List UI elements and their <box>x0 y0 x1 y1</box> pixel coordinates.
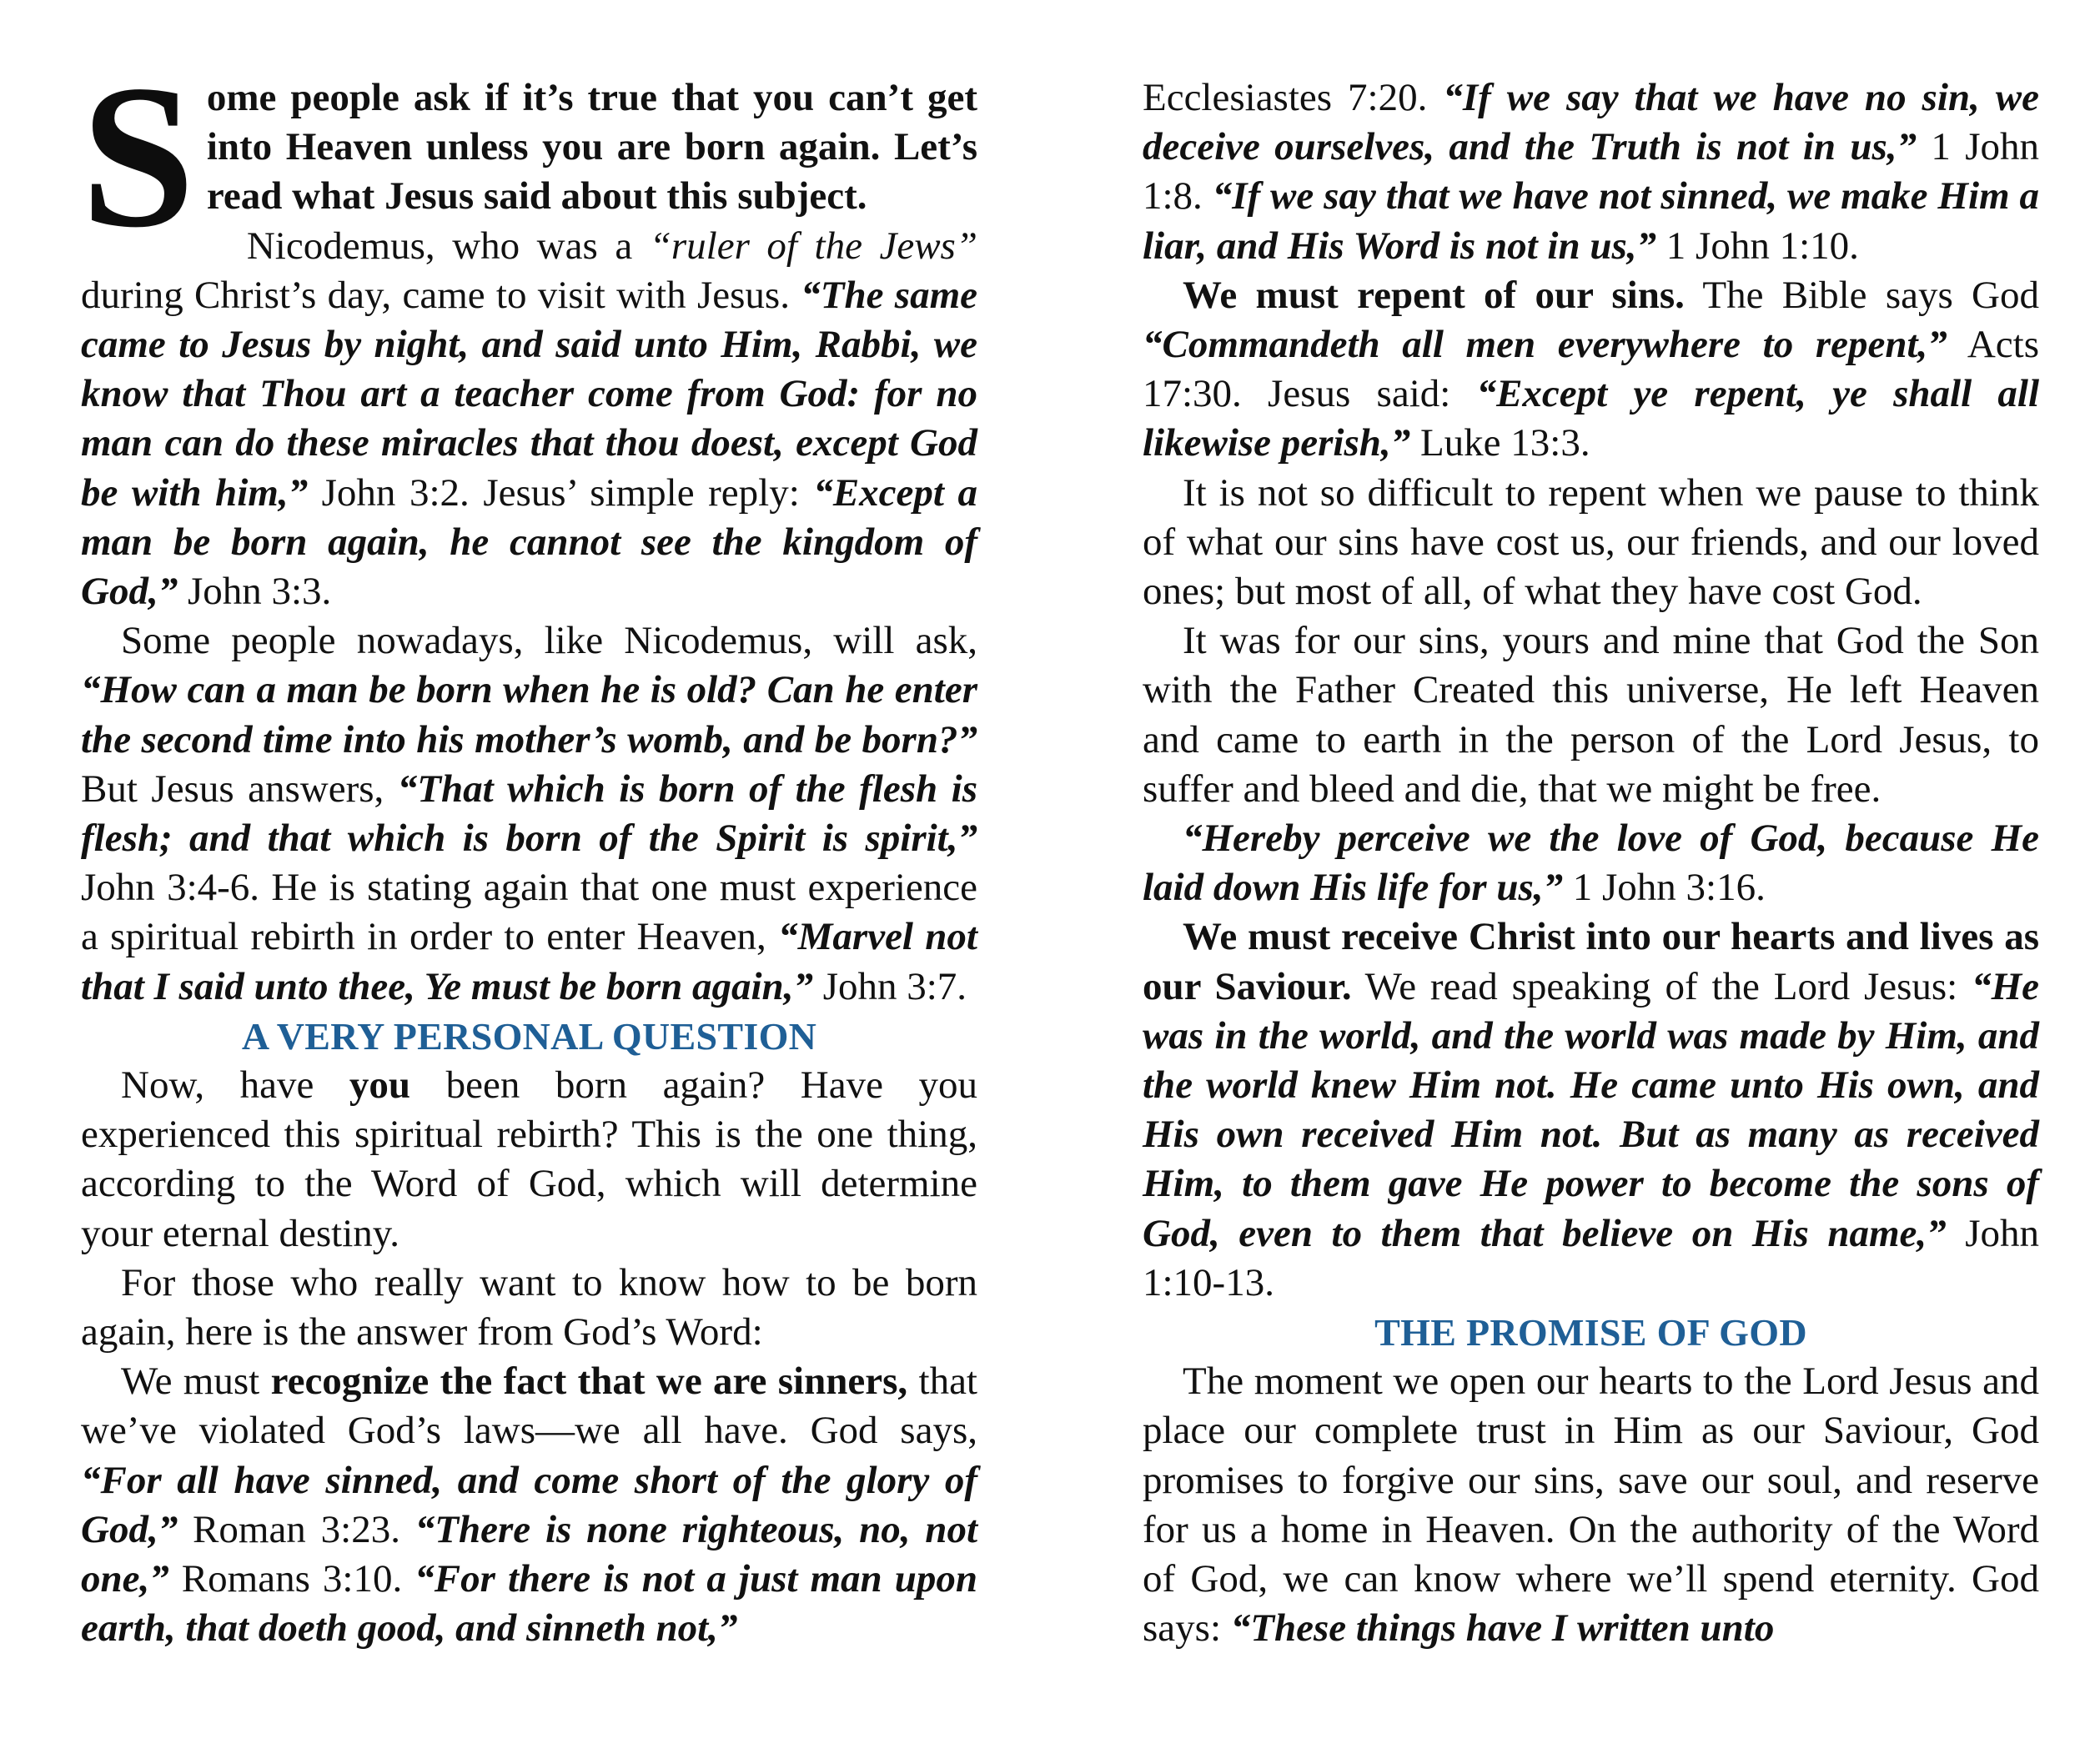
quote: “ruler of the Jews” <box>649 224 977 268</box>
emphasis: We must repent of our sins. <box>1183 273 1685 317</box>
scripture-quote: “If we say that we have not sinned, we make Him a liar, and His Word is not in us,” <box>1143 174 2039 268</box>
text: John 3:3. <box>178 570 332 614</box>
paragraph-born-again-question <box>81 1061 977 1259</box>
emphasis: you <box>349 1063 411 1108</box>
text: Nicodemus, who was a <box>246 224 650 268</box>
text: But Jesus answers, <box>81 766 398 811</box>
text: 1 John 3:16. <box>1563 866 1766 910</box>
right-column <box>1143 73 2039 1654</box>
paragraph-ecclesiastes <box>1143 73 2039 271</box>
text: 1 John 1:8. <box>1143 125 2039 219</box>
text: been born again? Have you experienced this spiritual rebirth? This is the one thing, according to the Word of God, which will determine your eternal destiny. <box>81 1063 977 1255</box>
text: 1 John 1:10. <box>1656 224 1859 268</box>
scripture-quote: “Commandeth all men everywhere to repent,” <box>1143 323 1947 367</box>
scripture-quote: “If we say that we have no sin, we deceive ourselves, and the Truth is not in us,” <box>1143 76 2039 169</box>
text: John 1:10-13. <box>1143 1211 2039 1304</box>
scripture-quote: “There is none righteous, no, not one,” <box>81 1507 977 1601</box>
text: during Christ’s day, came to visit with Jesus. <box>81 273 801 317</box>
emphasis: recognize the fact that we are sinners, <box>270 1359 908 1404</box>
paragraph-nicodemus <box>81 222 977 617</box>
scripture-quote: “That which is born of the flesh is flesh; and that which is born of the Spirit is spirit,” <box>81 766 977 861</box>
text: Roman 3:23. <box>178 1507 415 1551</box>
paragraph-hereby-perceive <box>1143 814 2039 912</box>
section-heading-promise-of-god: THE PROMISE OF GOD <box>1374 1311 1807 1354</box>
text: The Bible says God <box>1684 273 2039 317</box>
scripture-quote: “Hereby perceive we the love of God, because He laid down His life for us,” <box>1143 817 2039 910</box>
text: Acts 17:30. Jesus said: <box>1143 323 2039 416</box>
text: We read speaking of the Lord Jesus: <box>1351 964 1972 1008</box>
intro-text: ome people ask if it’s true that you can’t get into Heaven unless you are born again. Let’s read what Jesus said about this subject. <box>206 76 977 219</box>
left-column <box>81 43 978 1654</box>
emphasis: We must receive Christ into our hearts and lives as our Saviour. <box>1143 915 2039 1008</box>
paragraph-moment-we-open <box>1143 1357 2039 1653</box>
scripture-quote: “He was in the world, and the world was made by Him, and the world knew Him not. He came unto His own, and His own received Him not. But as many as received Him, to them gave He power to become the sons of God, even to them that believe on His name,” <box>1143 964 2039 1255</box>
scripture-quote: “How can a man be born when he is old? Can he enter the second time into his mother’s womb, and be born?” <box>81 668 977 761</box>
scripture-quote: “Marvel not that I said unto thee, Ye must be born again,” <box>81 915 977 1008</box>
scripture-quote: “For all have sinned, and come short of the glory of God,” <box>81 1458 977 1551</box>
paragraph-for-our-sins: It was for our sins, yours and mine that God the Son with the Father Created this universe, He left Heaven and came to earth in the person of the Lord Jesus, to suffer and bleed and die, that we might be free. <box>1143 619 2039 811</box>
text: that we’ve violated God’s laws—we all have. God says, <box>81 1359 977 1453</box>
paragraph-nowadays <box>81 616 977 1012</box>
paragraph-receive-christ <box>1143 912 2039 1308</box>
scripture-quote: “The same came to Jesus by night, and said unto Him, Rabbi, we know that Thou art a teacher come from God: for no man can do these miracles that thou doest, except God be with him,” <box>81 273 978 515</box>
text: Luke 13:3. <box>1410 421 1590 465</box>
text: John 3:4-6. He is stating again that one must experience a spiritual rebirth in order to enter Heaven, <box>81 866 977 959</box>
text: The moment we open our hearts to the Lord Jesus and place our complete trust in Him as our Saviour, God promises to forgive our sins, save our soul, and reserve for us a home in Heaven. On the authority of the Word of God, we can know where we’ll spend eternity. God says: <box>1143 1359 2039 1651</box>
paragraph-not-difficult: It is not so difficult to repent when we pause to think of what our sins have cost us, our friends, and our loved ones; but most of all, of what they have cost God. <box>1143 470 2039 614</box>
text: We must <box>121 1359 271 1404</box>
text: Some people nowadays, like Nicodemus, will ask, <box>121 619 977 663</box>
text: Romans 3:10. <box>168 1557 415 1601</box>
paragraph-answer-intro: For those who really want to know how to be born again, here is the answer from God’s Word: <box>81 1260 977 1354</box>
text: John 3:7. <box>812 964 967 1008</box>
section-heading-personal-question: A VERY PERSONAL QUESTION <box>241 1014 817 1058</box>
drop-cap: S <box>81 43 195 270</box>
paragraph-repent <box>1143 271 2039 469</box>
text: John 3:2. Jesus’ simple reply: <box>308 470 814 515</box>
scripture-quote: “For there is not a just man upon earth, that doeth good, and sinneth not,” <box>81 1557 977 1651</box>
scripture-quote: “These things have I written unto <box>1230 1606 1775 1651</box>
scripture-quote: “Except ye repent, ye shall all likewise perish,” <box>1143 372 2039 465</box>
text: Ecclesiastes 7:20. <box>1143 76 1444 119</box>
text: Now, have <box>121 1063 349 1108</box>
paragraph-recognize-sinners <box>81 1357 977 1653</box>
scripture-quote: “Except a man be born again, he cannot see the kingdom of God,” <box>81 470 977 614</box>
